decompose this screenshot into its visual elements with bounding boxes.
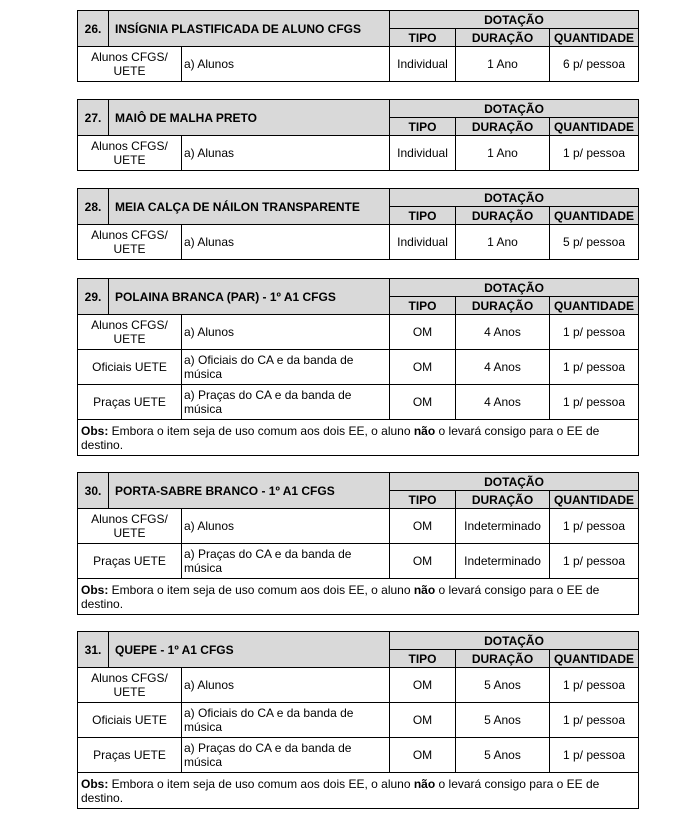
item-header-row [78,279,639,297]
dotacao-header: DOTAÇÃO [390,100,639,118]
group-cell: Oficiais UETE [78,703,182,738]
item-number: 31. [78,632,109,668]
quantidade-cell: 1 p/ pessoa [550,738,639,773]
description-cell: a) Alunas [182,136,390,171]
table-row [78,544,639,579]
table-row [78,668,639,703]
table-row [78,703,639,738]
tipo-cell: Individual [390,225,456,260]
group-cell: Alunos CFGS/ UETE [78,47,182,82]
duracao-header: DURAÇÃO [456,491,550,509]
group-cell: Alunos CFGS/ UETE [78,315,182,350]
duracao-cell: 5 Anos [456,703,550,738]
duracao-header: DURAÇÃO [456,650,550,668]
table-row [78,225,639,260]
obs-row [78,420,639,456]
obs-note [78,773,639,809]
duracao-cell: 4 Anos [456,385,550,420]
table-row [78,136,639,171]
item-number: 30. [78,473,109,509]
table-row [78,350,639,385]
item-header-row [78,632,639,650]
quantidade-cell: 1 p/ pessoa [550,509,639,544]
quantidade-header: QUANTIDADE [550,118,639,136]
obs-text-after: o levará consigo para o EE de destino. [81,776,600,805]
quantidade-cell: 6 p/ pessoa [550,47,639,82]
quantidade-cell: 1 p/ pessoa [550,315,639,350]
obs-text-after: o levará consigo para o EE de destino. [81,423,600,452]
quantidade-cell: 1 p/ pessoa [550,668,639,703]
item-number: 26. [78,11,109,47]
item-table [77,278,639,456]
item-table [77,472,639,615]
item-table [77,99,639,171]
item-header-row [78,473,639,491]
dotacao-header: DOTAÇÃO [390,473,639,491]
item-title: PORTA-SABRE BRANCO - 1º A1 CFGS [109,473,390,509]
tipo-header: TIPO [390,29,456,47]
description-cell: a) Alunos [182,668,390,703]
quantidade-header: QUANTIDADE [550,207,639,225]
duracao-header: DURAÇÃO [456,118,550,136]
tipo-header: TIPO [390,491,456,509]
quantidade-header: QUANTIDADE [550,491,639,509]
dotacao-header: DOTAÇÃO [390,189,639,207]
quantidade-header: QUANTIDADE [550,29,639,47]
description-cell: a) Oficiais do CA e da banda de música [182,703,390,738]
item-number: 28. [78,189,109,225]
table-row [78,738,639,773]
tipo-header: TIPO [390,297,456,315]
item-header-row [78,189,639,207]
item-title: INSÍGNIA PLASTIFICADA DE ALUNO CFGS [109,11,390,47]
dotacao-header: DOTAÇÃO [390,632,639,650]
description-cell: a) Alunos [182,509,390,544]
obs-row [78,579,639,615]
item-title: MEIA CALÇA DE NÁILON TRANSPARENTE [109,189,390,225]
duracao-cell: 1 Ano [456,47,550,82]
duracao-cell: 4 Anos [456,315,550,350]
obs-text-before: Embora o item seja de uso comum aos dois EE, o aluno [108,582,414,597]
tipo-cell: OM [390,509,456,544]
tipo-header: TIPO [390,207,456,225]
description-cell: a) Praças do CA e da banda de música [182,544,390,579]
item-title: POLAINA BRANCA (PAR) - 1º A1 CFGS [109,279,390,315]
tipo-cell: OM [390,385,456,420]
quantidade-cell: 5 p/ pessoa [550,225,639,260]
item-header-row [78,11,639,29]
obs-bold-word: não [413,582,436,597]
table-row [78,509,639,544]
duracao-cell: 5 Anos [456,668,550,703]
tipo-cell: OM [390,738,456,773]
item-number: 29. [78,279,109,315]
duracao-cell: Indeterminado [456,509,550,544]
description-cell: a) Praças do CA e da banda de música [182,385,390,420]
group-cell: Oficiais UETE [78,350,182,385]
item-table [77,188,639,260]
quantidade-cell: 1 p/ pessoa [550,385,639,420]
group-cell: Praças UETE [78,385,182,420]
obs-bold-word: não [413,423,436,438]
obs-label: Obs: [81,776,109,791]
group-cell: Praças UETE [78,738,182,773]
group-cell: Alunos CFGS/ UETE [78,509,182,544]
group-cell: Alunos CFGS/ UETE [78,225,182,260]
obs-text-after: o levará consigo para o EE de destino. [81,582,600,611]
duracao-header: DURAÇÃO [456,207,550,225]
description-cell: a) Alunos [182,315,390,350]
tipo-header: TIPO [390,650,456,668]
obs-text-before: Embora o item seja de uso comum aos dois EE, o aluno [108,776,414,791]
obs-note [78,579,639,615]
tipo-cell: Individual [390,136,456,171]
duracao-cell: 5 Anos [456,738,550,773]
quantidade-header: QUANTIDADE [550,297,639,315]
obs-row [78,773,639,809]
dotacao-header: DOTAÇÃO [390,11,639,29]
duracao-cell: 1 Ano [456,136,550,171]
tipo-cell: OM [390,315,456,350]
quantidade-cell: 1 p/ pessoa [550,703,639,738]
tipo-cell: Individual [390,47,456,82]
item-table [77,10,639,82]
tipo-cell: OM [390,703,456,738]
tipo-cell: OM [390,544,456,579]
table-row [78,47,639,82]
table-row [78,315,639,350]
group-cell: Praças UETE [78,544,182,579]
obs-label: Obs: [81,423,109,438]
duracao-header: DURAÇÃO [456,297,550,315]
dotacao-header: DOTAÇÃO [390,279,639,297]
duracao-cell: 1 Ano [456,225,550,260]
duracao-header: DURAÇÃO [456,29,550,47]
item-number: 27. [78,100,109,136]
description-cell: a) Oficiais do CA e da banda de música [182,350,390,385]
item-table [77,631,639,809]
obs-text-before: Embora o item seja de uso comum aos dois EE, o aluno [108,423,414,438]
tipo-cell: OM [390,668,456,703]
quantidade-cell: 1 p/ pessoa [550,350,639,385]
quantidade-cell: 1 p/ pessoa [550,136,639,171]
obs-note [78,420,639,456]
group-cell: Alunos CFGS/ UETE [78,668,182,703]
item-title: QUEPE - 1º A1 CFGS [109,632,390,668]
obs-label: Obs: [81,582,109,597]
description-cell: a) Alunas [182,225,390,260]
item-header-row [78,100,639,118]
obs-bold-word: não [413,776,436,791]
group-cell: Alunos CFGS/ UETE [78,136,182,171]
duracao-cell: 4 Anos [456,350,550,385]
item-title: MAIÔ DE MALHA PRETO [109,100,390,136]
description-cell: a) Alunos [182,47,390,82]
tipo-header: TIPO [390,118,456,136]
quantidade-header: QUANTIDADE [550,650,639,668]
table-row [78,385,639,420]
tipo-cell: OM [390,350,456,385]
description-cell: a) Praças do CA e da banda de música [182,738,390,773]
duracao-cell: Indeterminado [456,544,550,579]
quantidade-cell: 1 p/ pessoa [550,544,639,579]
